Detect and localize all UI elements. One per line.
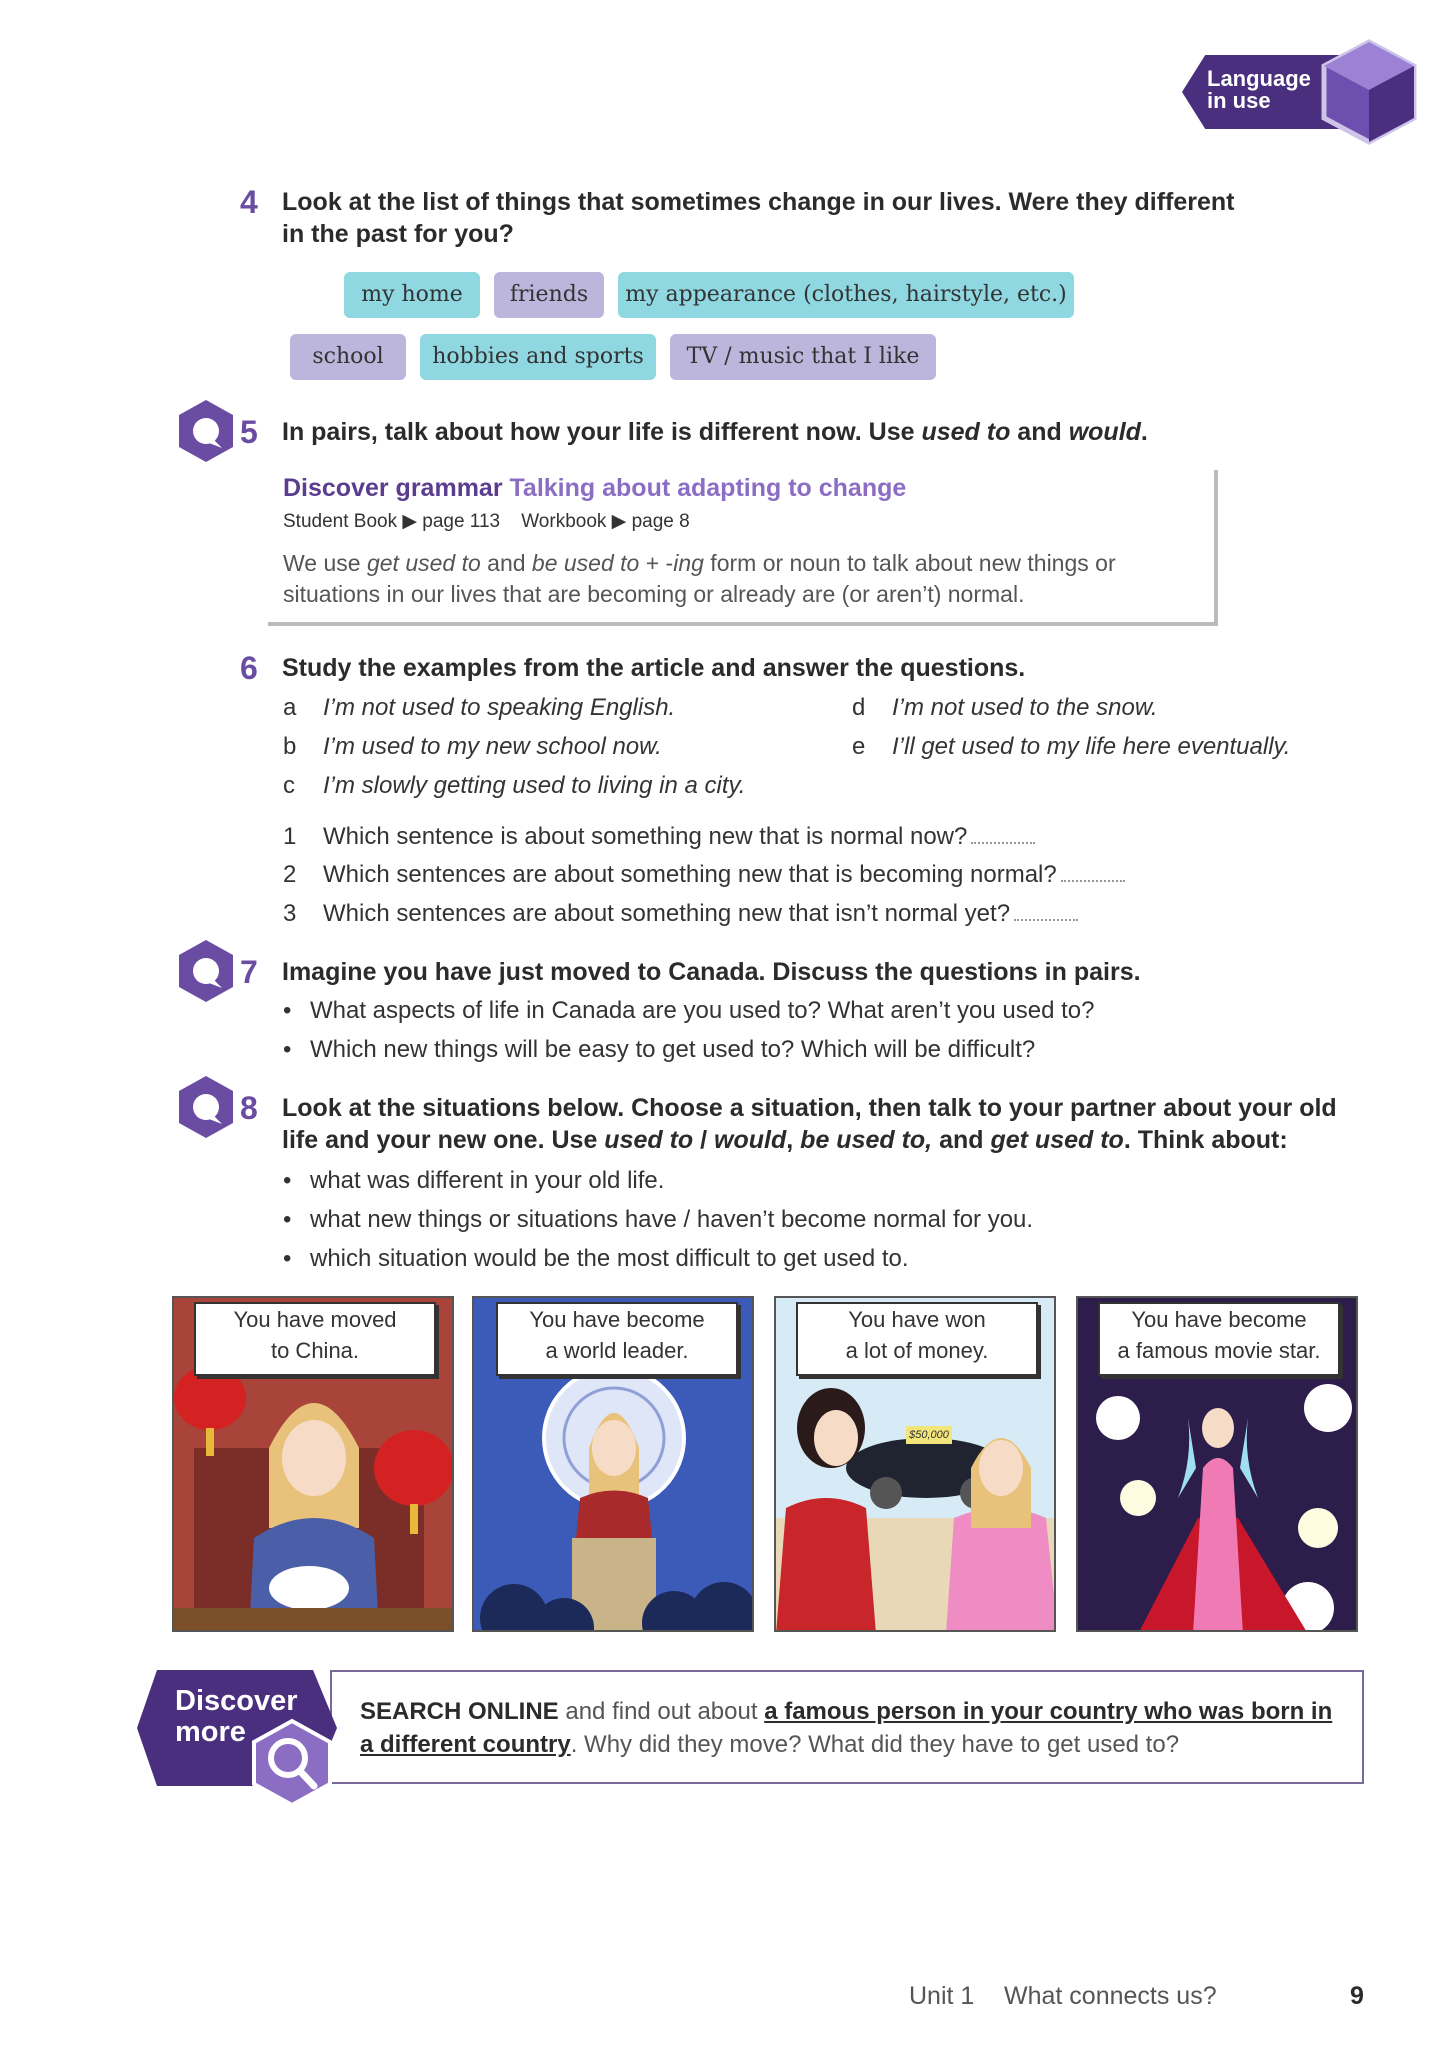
hexagon-cube-icon (1318, 38, 1420, 146)
question-8-text: Look at the situations below. Choose a situation, then talk to your partner about your old life and your new one. Use used to / would, be used to, and get used to. Think about: (282, 1094, 1337, 1154)
question-7-number: 7 (240, 954, 258, 990)
chip-tv-music: TV / music that I like (670, 334, 936, 380)
panel-caption: You have won a lot of money. (796, 1302, 1038, 1376)
question-6-text: Study the examples from the article and answer the questions. (282, 654, 1026, 682)
search-magnifier-icon (250, 1718, 334, 1808)
chip-hobbies-and-sports: hobbies and sports (420, 334, 656, 380)
panel-caption: You have moved to China. (194, 1302, 436, 1376)
page-number: 9 (1350, 1982, 1364, 2010)
question-8-number: 8 (240, 1090, 258, 1126)
discover-more-label: Discover more (175, 1685, 298, 1748)
chip-my-home: my home (344, 272, 480, 318)
question-5-number: 5 (240, 414, 258, 450)
grammar-explanation: We use get used to and be used to + -ing form or noun to talk about new things or situations in our lives that are becoming or already are (or aren’t) normal. (283, 550, 1116, 607)
question-6-number: 6 (240, 650, 258, 686)
language-in-use-label: Language in use (1207, 66, 1311, 113)
grammar-references: Student Book ▶ page 113 Workbook ▶ page 8 (283, 511, 690, 532)
question-4-text: Look at the list of things that sometimes change in our lives. Were they different in the past for you? (282, 188, 1235, 248)
panel-caption: You have become a world leader. (496, 1302, 738, 1376)
grammar-title: Discover grammar Talking about adapting to change (283, 474, 907, 502)
chip-my-appearance: my appearance (clothes, hairstyle, etc.) (618, 272, 1074, 318)
chip-friends: friends (494, 272, 604, 318)
answer-blank[interactable] (971, 828, 1035, 844)
panel-caption: You have become a famous movie star. (1098, 1302, 1340, 1376)
answer-blank[interactable] (1014, 905, 1078, 921)
speaking-icon (176, 398, 236, 464)
speaking-icon (176, 1074, 236, 1140)
question-4-number: 4 (240, 184, 258, 220)
discover-more-text: SEARCH ONLINE and find out about a famous person in your country who was born in a different country. Why did they move? What did they have to get used to? (360, 1698, 1333, 1758)
chip-school: school (290, 334, 406, 380)
search-topic-link[interactable]: a different country (360, 1731, 571, 1758)
speaking-icon (176, 938, 236, 1004)
footer-unit: Unit 1 (909, 1982, 975, 2010)
answer-blank[interactable] (1061, 866, 1125, 882)
footer-unit-title: What connects us? (1004, 1982, 1217, 2010)
question-5-text: In pairs, talk about how your life is different now. Use used to and would. (282, 418, 1148, 446)
prize-sign: $50,000 (909, 1429, 949, 1441)
search-topic-link[interactable]: a famous person in your country who was born in (764, 1698, 1333, 1725)
question-7-text: Imagine you have just moved to Canada. Discuss the questions in pairs. (282, 958, 1141, 986)
